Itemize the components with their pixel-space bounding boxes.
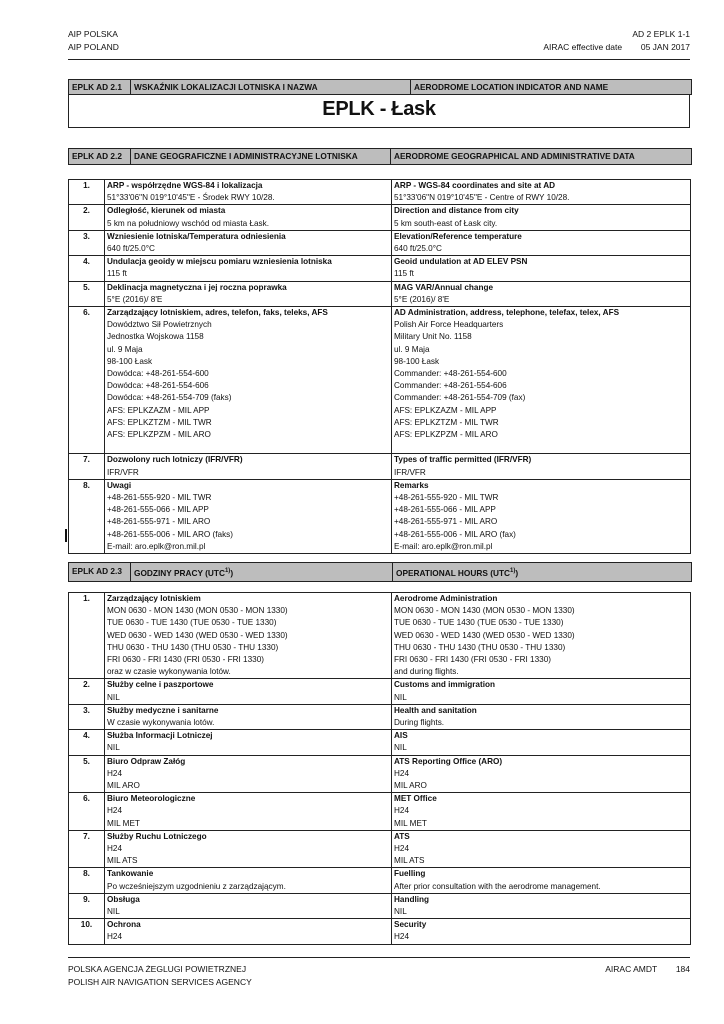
cell-en (392, 230, 691, 255)
item-title-pl: Biuro Odpraw Załóg (107, 756, 186, 766)
item-line-en: Military Unit No. 1158 (394, 332, 472, 342)
item-line-pl: 98-100 Łask (107, 356, 153, 366)
item-line-en: H24 (394, 932, 410, 942)
cell-en (392, 830, 691, 868)
item-line-pl: Dowódca: +48-261-554-606 (107, 381, 209, 391)
item-title-pl: ARP - współrzędne WGS-84 i lokalizacja (107, 181, 263, 190)
cell-pl (105, 593, 392, 679)
item-line-en: THU 0630 - THU 1430 (THU 0530 - THU 1330) (394, 642, 566, 652)
section-2-3-title-en: OPERATIONAL HOURS (UTC$^{1)}$) (396, 567, 519, 578)
item-line-en: WED 0630 - WED 1430 (WED 0530 - WED 1330) (394, 630, 575, 640)
item-title-pl: Służby medyczne i sanitarne (107, 705, 219, 715)
item-line-pl: NIL (107, 907, 120, 917)
item-line-pl (107, 441, 389, 453)
item-line-pl: oraz w czasie wykonywania lotów. (107, 667, 231, 677)
item-line-en: +48-261-555-006 - MIL ARO (fax) (394, 529, 516, 539)
section-2-3-number: EPLK AD 2.3 (69, 563, 131, 581)
footer-agency-en: POLISH AIR NAVIGATION SERVICES AGENCY (68, 977, 252, 987)
row-number: 8. (69, 868, 105, 893)
cell-en (392, 180, 691, 205)
cell-pl (105, 755, 392, 793)
item-line-pl: MON 0630 - MON 1430 (MON 0530 - MON 1330) (107, 606, 288, 616)
item-title-en: ARP - WGS-84 coordinates and site at AD (394, 181, 556, 190)
row-number: 7. (69, 454, 105, 479)
cell-pl (105, 256, 392, 281)
item-title-en: Fuelling (394, 869, 426, 879)
table-row (69, 893, 691, 918)
table-row (69, 704, 691, 729)
item-line-pl: MIL ATS (107, 856, 138, 866)
cell-en (392, 281, 691, 306)
row-number: 2. (69, 679, 105, 704)
item-title-pl: Zarządzający lotniskiem (107, 594, 201, 603)
table-row (69, 730, 691, 755)
footer-agency-pl: POLSKA AGENCJA ŻEGLUGI POWIETRZNEJ (68, 964, 247, 974)
item-line-pl: Dowódca: +48-261-554-600 (107, 369, 209, 379)
item-line-pl: FRI 0630 - FRI 1430 (FRI 0530 - FRI 1330) (107, 655, 264, 665)
item-line-pl: 640 ft/25.0°C (107, 244, 155, 254)
item-line-pl: AFS: EPLKZAZM - MIL APP (107, 405, 210, 415)
footer-amdt-label: AIRAC AMDT (605, 964, 658, 974)
item-line-en: After prior consultation with the aerodrome management. (394, 881, 601, 891)
item-line-pl: Dowódca: +48-261-554-709 (faks) (107, 393, 232, 403)
geographical-data-table (68, 179, 691, 554)
table-row (69, 755, 691, 793)
cell-en (392, 454, 691, 479)
cell-en (392, 793, 691, 831)
item-line-pl: AFS: EPLKZTZM - MIL TWR (107, 417, 212, 427)
item-line-pl: WED 0630 - WED 1430 (WED 0530 - WED 1330) (107, 630, 288, 640)
item-line-en: 640 ft/25.0°C (394, 244, 442, 254)
table-row (69, 205, 691, 230)
item-title-en: Remarks (394, 480, 429, 490)
row-number: 4. (69, 256, 105, 281)
row-number: 5. (69, 281, 105, 306)
item-title-pl: Deklinacja magnetyczna i jej roczna poprawka (107, 282, 287, 292)
cell-en (392, 479, 691, 553)
item-title-en: MAG VAR/Annual change (394, 282, 494, 292)
table-row (69, 679, 691, 704)
header-right (543, 28, 690, 54)
cell-pl (105, 180, 392, 205)
item-title-pl: Odległość, kierunek od miasta (107, 206, 226, 216)
cell-pl (105, 919, 392, 944)
item-line-pl: +48-261-555-006 - MIL ARO (faks) (107, 529, 233, 539)
item-line-en: +48-261-555-971 - MIL ARO (394, 517, 498, 527)
table-row (69, 180, 691, 205)
item-line-pl: H24 (107, 806, 123, 816)
header-effective (543, 41, 690, 54)
row-number: 1. (69, 180, 105, 205)
row-number: 6. (69, 307, 105, 454)
item-title-pl: Ochrona (107, 920, 141, 930)
row-number: 5. (69, 755, 105, 793)
cell-en (392, 593, 691, 679)
section-2-3-header (68, 562, 692, 582)
item-line-en: MIL ARO (394, 781, 427, 791)
section-2-1-header (68, 79, 692, 95)
row-number: 8. (69, 479, 105, 553)
item-line-en: TUE 0630 - TUE 1430 (TUE 0530 - TUE 1330) (394, 618, 564, 628)
cell-en (392, 919, 691, 944)
cell-pl (105, 205, 392, 230)
item-line-pl: 5 km na południowy wschód od miasta Łask. (107, 218, 270, 228)
item-line-en: MIL MET (394, 818, 427, 828)
cell-pl (105, 793, 392, 831)
item-title-en: MET Office (394, 794, 437, 804)
table-row (69, 281, 691, 306)
item-title-pl: Undulacja geoidy w miejscu pomiaru wzniesienia lotniska (107, 257, 332, 267)
item-line-en: H24 (394, 768, 410, 778)
cell-en (392, 256, 691, 281)
item-line-en: +48-261-555-920 - MIL TWR (394, 493, 499, 503)
item-line-pl: H24 (107, 844, 123, 854)
item-title-en: Elevation/Reference temperature (394, 231, 522, 241)
item-line-pl: E-mail: aro.eplk@ron.mil.pl (107, 541, 206, 551)
section-2-1-title-pl: WSKAŹNIK LOKALIZACJI LOTNISKA I NAZWA (131, 80, 411, 94)
cell-en (392, 205, 691, 230)
table-row (69, 793, 691, 831)
item-line-pl: Po wcześniejszym uzgodnieniu z zarządzającym. (107, 881, 286, 891)
item-line-pl: MIL ARO (107, 781, 140, 791)
item-title-pl: Uwagi (107, 480, 132, 490)
item-line-pl: NIL (107, 743, 120, 753)
item-line-pl: W czasie wykonywania lotów. (107, 718, 215, 728)
item-title-pl: Obsługa (107, 894, 140, 904)
item-line-pl: TUE 0630 - TUE 1430 (TUE 0530 - TUE 1330) (107, 618, 277, 628)
item-line-en (394, 441, 688, 453)
header-left (68, 28, 119, 54)
aerodrome-title: EPLK - Łask (322, 98, 436, 120)
row-number: 6. (69, 793, 105, 831)
cell-pl (105, 868, 392, 893)
item-title-en: Geoid undulation at AD ELEV PSN (394, 257, 528, 267)
effective-date: 05 JAN 2017 (640, 42, 690, 52)
item-title-en: Types of traffic permitted (IFR/VFR) (394, 455, 532, 465)
item-line-en: 5 km south-east of Łask city. (394, 218, 498, 228)
section-2-2-title-pl: DANE GEOGRAFICZNE I ADMINISTRACYJNE LOTNISKA (131, 149, 391, 164)
section-2-2-title-en: AERODROME GEOGRAPHICAL AND ADMINISTRATIVE DATA (394, 151, 635, 161)
cell-en (392, 679, 691, 704)
item-line-pl: +48-261-555-066 - MIL APP (107, 505, 209, 515)
table-row (69, 830, 691, 868)
item-title-en: ATS (394, 831, 410, 841)
item-title-en: Health and sanitation (394, 705, 477, 715)
item-line-en: 51°33'06"N 019°10'45"E - Centre of RWY 10/28. (394, 193, 570, 203)
row-number: 7. (69, 830, 105, 868)
cell-en (392, 755, 691, 793)
item-line-en: H24 (394, 844, 410, 854)
item-title-pl: Służby Ruchu Lotniczego (107, 831, 207, 841)
cell-pl (105, 893, 392, 918)
row-number: 2. (69, 205, 105, 230)
item-line-pl: +48-261-555-971 - MIL ARO (107, 517, 211, 527)
item-line-pl: THU 0630 - THU 1430 (THU 0530 - THU 1330) (107, 642, 279, 652)
cell-pl (105, 454, 392, 479)
effective-label: AIRAC effective date (543, 42, 623, 52)
item-title-en: Handling (394, 894, 430, 904)
item-line-en: 98-100 Łask (394, 356, 440, 366)
cell-en (392, 893, 691, 918)
item-title-pl: Biuro Meteorologiczne (107, 794, 196, 804)
item-line-pl: H24 (107, 932, 123, 942)
item-title-en: Customs and immigration (394, 680, 495, 690)
item-line-en: Commander: +48-261-554-600 (394, 369, 507, 379)
item-line-en: 115 ft (394, 269, 414, 279)
operational-hours-table (68, 592, 691, 945)
section-2-2-header (68, 148, 692, 165)
item-line-en: and during flights. (394, 667, 459, 677)
footer-amdt-number: 184 (675, 964, 690, 974)
item-line-pl: Jednostka Wojskowa 1158 (107, 332, 204, 342)
item-line-en: AFS: EPLKZTZM - MIL TWR (394, 417, 499, 427)
footer-left (68, 963, 252, 989)
item-line-pl: MIL MET (107, 818, 140, 828)
header-aip-polska: AIP POLSKA (68, 29, 118, 39)
item-title-en: AD Administration, address, telephone, telefax, telex, AFS (394, 308, 620, 318)
footer-rule (68, 957, 690, 958)
item-title-en: ATS Reporting Office (ARO) (394, 756, 503, 766)
table-row (69, 256, 691, 281)
item-title-en: Security (394, 920, 427, 930)
cell-en (392, 307, 691, 454)
table-row (69, 868, 691, 893)
item-title-pl: Dozwolony ruch lotniczy (IFR/VFR) (107, 455, 243, 465)
item-line-en: Commander: +48-261-554-606 (394, 381, 507, 391)
item-line-pl: AFS: EPLKZPZM - MIL ARO (107, 430, 211, 440)
header-aip-poland: AIP POLAND (68, 42, 119, 52)
table-row (69, 454, 691, 479)
aerodrome-title-box (68, 95, 690, 128)
item-line-en: AFS: EPLKZPZM - MIL ARO (394, 430, 498, 440)
item-title-en: Direction and distance from city (394, 206, 519, 216)
footer-right (605, 963, 690, 976)
item-line-en: Commander: +48-261-554-709 (fax) (394, 393, 526, 403)
item-line-pl: +48-261-555-920 - MIL TWR (107, 493, 212, 503)
item-line-pl: 5°E (2016)/ 8'E (107, 294, 163, 304)
item-title-pl: Zarządzający lotniskiem, adres, telefon, faks, teleks, AFS (107, 308, 328, 318)
item-title-pl: Służby celne i paszportowe (107, 680, 214, 690)
item-line-en: NIL (394, 907, 407, 917)
item-title-en: Aerodrome Administration (394, 594, 498, 603)
row-number: 3. (69, 230, 105, 255)
cell-pl (105, 730, 392, 755)
cell-pl (105, 679, 392, 704)
section-2-1-number: EPLK AD 2.1 (69, 80, 131, 94)
item-line-en: During flights. (394, 718, 445, 728)
cell-en (392, 730, 691, 755)
cell-en (392, 868, 691, 893)
cell-pl (105, 307, 392, 454)
row-number: 10. (69, 919, 105, 944)
row-number: 3. (69, 704, 105, 729)
item-line-en: AFS: EPLKZAZM - MIL APP (394, 405, 497, 415)
item-line-pl: ul. 9 Maja (107, 344, 143, 354)
change-bar (65, 529, 67, 542)
item-title-pl: Służba Informacji Lotniczej (107, 731, 213, 741)
header-page-id: AD 2 EPLK 1-1 (632, 29, 690, 39)
item-title-en: AIS (394, 731, 408, 741)
item-line-pl: 115 ft (107, 269, 127, 279)
item-line-en: NIL (394, 743, 407, 753)
item-line-en: Polish Air Force Headquarters (394, 320, 504, 330)
row-number: 4. (69, 730, 105, 755)
item-line-en: MIL ATS (394, 856, 425, 866)
item-line-pl: IFR/VFR (107, 467, 139, 477)
item-line-en: ul. 9 Maja (394, 344, 430, 354)
item-line-en: +48-261-555-066 - MIL APP (394, 505, 496, 515)
item-line-pl: 51°33'06"N 019°10'45"E - Środek RWY 10/28. (107, 193, 275, 203)
item-line-en: NIL (394, 692, 407, 702)
row-number: 9. (69, 893, 105, 918)
cell-pl (105, 230, 392, 255)
row-number: 1. (69, 593, 105, 679)
item-line-en: IFR/VFR (394, 467, 426, 477)
item-line-en: E-mail: aro.eplk@ron.mil.pl (394, 541, 493, 551)
item-line-en: H24 (394, 806, 410, 816)
cell-pl (105, 281, 392, 306)
table-row (69, 307, 691, 454)
table-row (69, 230, 691, 255)
item-line-en: MON 0630 - MON 1430 (MON 0530 - MON 1330) (394, 606, 575, 616)
item-title-pl: Tankowanie (107, 869, 154, 879)
cell-pl (105, 479, 392, 553)
item-title-pl: Wzniesienie lotniska/Temperatura odniesienia (107, 231, 286, 241)
cell-pl (105, 830, 392, 868)
section-2-1-title-en: AERODROME LOCATION INDICATOR AND NAME (414, 82, 609, 92)
header-rule (68, 59, 690, 60)
cell-pl (105, 704, 392, 729)
item-line-en: FRI 0630 - FRI 1430 (FRI 0530 - FRI 1330) (394, 655, 551, 665)
section-2-2-number: EPLK AD 2.2 (69, 149, 131, 164)
item-line-pl: Dowództwo Sił Powietrznych (107, 320, 212, 330)
cell-en (392, 704, 691, 729)
item-line-pl: NIL (107, 692, 120, 702)
item-line-pl: H24 (107, 768, 123, 778)
table-row (69, 919, 691, 944)
item-line-en: 5°E (2016)/ 8'E (394, 294, 450, 304)
table-row (69, 593, 691, 679)
section-2-3-title-pl: GODZINY PRACY (UTC$^{1)}$) (131, 563, 393, 581)
table-row (69, 479, 691, 553)
